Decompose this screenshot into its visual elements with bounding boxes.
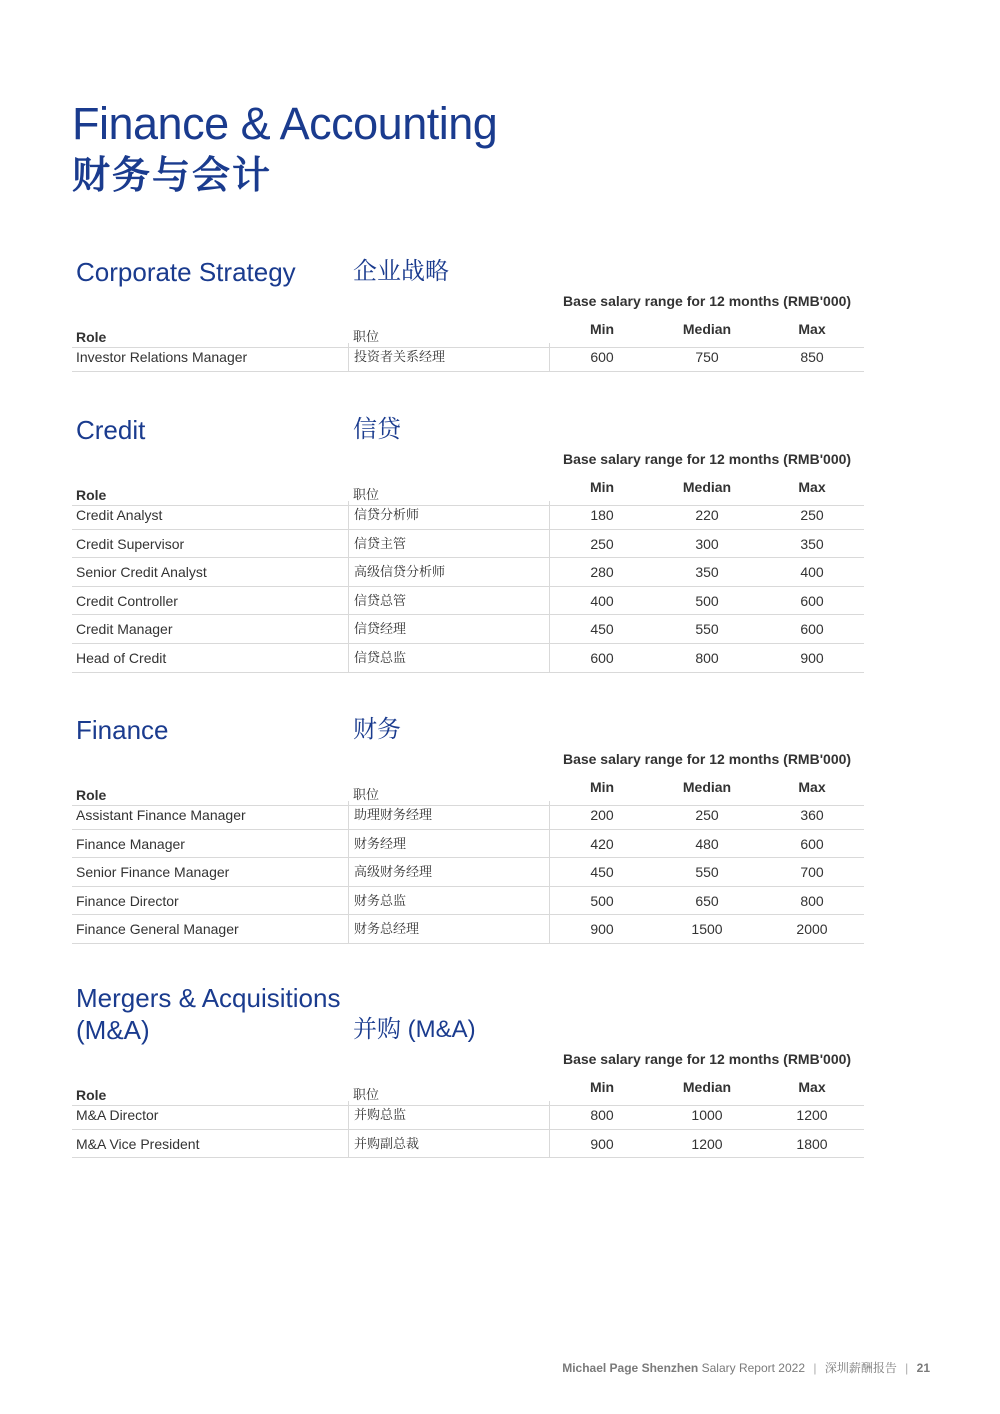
min-cell: 900	[590, 1135, 614, 1152]
min-cell: 400	[590, 592, 614, 609]
position-cell: 财务经理	[348, 830, 550, 858]
position-cell: 财务总监	[348, 887, 550, 915]
page-title-cn: 财务与会计	[72, 155, 273, 197]
median-cell: 300	[695, 535, 719, 552]
median-cell: 480	[695, 835, 719, 852]
max-cell: 360	[800, 807, 824, 823]
median-cell: 550	[695, 864, 719, 881]
median-cell: 1000	[691, 1107, 723, 1123]
role-cell: Credit Controller	[76, 592, 178, 609]
salary-range-header: Base salary range for 12 months (RMB'000)	[562, 293, 852, 309]
table-row	[72, 858, 864, 887]
position-header: 职位	[353, 487, 380, 502]
median-cell: 500	[695, 592, 719, 609]
table-row	[72, 1101, 864, 1130]
section-title-cn: 企业战略	[353, 258, 449, 285]
position-cell: 信贷经理	[348, 615, 550, 643]
max-header: Max	[798, 479, 826, 495]
max-header: Max	[798, 779, 826, 795]
section-title-line2: (M&A)	[76, 1015, 150, 1045]
min-header: Min	[589, 779, 615, 795]
position-cell: 助理财务经理	[348, 801, 550, 829]
position-cell: 投资者关系经理	[348, 343, 550, 371]
table-row	[72, 530, 864, 559]
max-cell: 400	[800, 564, 824, 581]
min-cell: 450	[590, 864, 614, 881]
min-cell: 800	[590, 1107, 614, 1123]
section-title-cn: 信贷	[353, 416, 401, 443]
max-cell: 250	[800, 507, 824, 523]
max-cell: 600	[800, 621, 824, 638]
section-title: Credit	[76, 415, 146, 445]
page-footer	[562, 1359, 930, 1376]
max-cell: 1800	[796, 1135, 828, 1152]
section-mergers-acquisitions	[72, 982, 864, 1160]
footer-report-title-cn: 深圳薪酬报告	[824, 1361, 897, 1375]
table-row	[72, 501, 864, 530]
min-cell: 280	[590, 564, 614, 581]
min-cell: 600	[590, 349, 614, 365]
median-cell: 220	[695, 507, 719, 523]
min-cell: 200	[590, 807, 614, 823]
median-cell: 650	[695, 892, 719, 909]
role-cell: Investor Relations Manager	[76, 349, 248, 365]
min-cell: 900	[590, 921, 614, 938]
position-cell: 信贷分析师	[348, 501, 550, 529]
section-title: Finance	[76, 715, 169, 745]
median-header: Median	[682, 479, 732, 495]
position-cell: 信贷总管	[348, 587, 550, 615]
section-finance	[72, 714, 864, 946]
section-credit	[72, 414, 864, 674]
position-cell: 高级财务经理	[348, 858, 550, 886]
table-row	[72, 558, 864, 587]
min-cell: 500	[590, 892, 614, 909]
max-cell: 1200	[796, 1107, 828, 1123]
position-header: 职位	[353, 329, 380, 344]
footer-separator: |	[905, 1361, 909, 1375]
position-cell: 财务总经理	[348, 915, 550, 943]
position-header: 职位	[353, 787, 380, 802]
role-header: Role	[76, 787, 107, 803]
max-cell: 600	[800, 592, 824, 609]
footer-brand: Michael Page Shenzhen	[562, 1361, 699, 1375]
section-title-cn: 财务	[353, 716, 401, 743]
median-cell: 1200	[691, 1135, 723, 1152]
role-cell: Credit Manager	[76, 621, 173, 638]
min-cell: 420	[590, 835, 614, 852]
role-header: Role	[76, 329, 107, 345]
median-cell: 250	[695, 807, 719, 823]
max-header: Max	[798, 321, 826, 337]
min-header: Min	[589, 479, 615, 495]
page-title: Finance & Accounting	[72, 98, 498, 149]
position-cell: 信贷主管	[348, 530, 550, 558]
table-row	[72, 1130, 864, 1159]
section-title: Mergers & Acquisitions	[76, 983, 341, 1013]
role-cell: M&A Director	[76, 1107, 159, 1123]
table-row	[72, 644, 864, 673]
section-title: Corporate Strategy	[76, 257, 296, 287]
section-title-cn: 并购 (M&A)	[353, 1016, 476, 1043]
section-corporate-strategy	[72, 256, 864, 372]
median-cell: 800	[695, 650, 719, 666]
min-header: Min	[589, 321, 615, 337]
role-cell: Head of Credit	[76, 650, 167, 666]
median-cell: 550	[695, 621, 719, 638]
max-cell: 900	[800, 650, 824, 666]
role-cell: Finance Director	[76, 892, 179, 909]
role-cell: Finance General Manager	[76, 921, 239, 938]
median-cell: 750	[695, 349, 719, 365]
role-cell: Senior Credit Analyst	[76, 564, 207, 581]
min-header: Min	[589, 1079, 615, 1095]
position-cell: 信贷总监	[348, 644, 550, 672]
position-cell: 并购总监	[348, 1101, 550, 1129]
position-cell: 并购副总裁	[348, 1130, 550, 1158]
max-cell: 700	[800, 864, 824, 881]
table-row	[72, 915, 864, 944]
max-cell: 600	[800, 835, 824, 852]
min-cell: 180	[590, 507, 614, 523]
table-row	[72, 615, 864, 644]
role-header: Role	[76, 487, 107, 503]
salary-range-header: Base salary range for 12 months (RMB'000)	[562, 451, 852, 467]
role-cell: Credit Supervisor	[76, 535, 185, 552]
median-header: Median	[682, 779, 732, 795]
max-cell: 800	[800, 892, 824, 909]
position-header: 职位	[353, 1087, 380, 1102]
median-header: Median	[682, 321, 732, 337]
median-header: Median	[682, 1079, 732, 1095]
footer-report-title: Salary Report 2022	[701, 1361, 805, 1375]
max-cell: 2000	[796, 921, 828, 938]
salary-range-header: Base salary range for 12 months (RMB'000)	[562, 751, 852, 767]
role-cell: Senior Finance Manager	[76, 864, 230, 881]
salary-range-header: Base salary range for 12 months (RMB'000)	[562, 1051, 852, 1067]
role-cell: M&A Vice President	[76, 1135, 200, 1152]
max-cell: 850	[800, 349, 824, 365]
role-cell: Finance Manager	[76, 835, 185, 852]
median-cell: 350	[695, 564, 719, 581]
table-row	[72, 887, 864, 916]
min-cell: 250	[590, 535, 614, 552]
role-cell: Credit Analyst	[76, 507, 163, 523]
max-header: Max	[798, 1079, 826, 1095]
table-row	[72, 343, 864, 372]
table-row	[72, 801, 864, 830]
median-cell: 1500	[691, 921, 723, 938]
role-header: Role	[76, 1087, 107, 1103]
role-cell: Assistant Finance Manager	[76, 807, 246, 823]
table-row	[72, 830, 864, 859]
footer-separator: |	[813, 1361, 817, 1375]
min-cell: 600	[590, 650, 614, 666]
min-cell: 450	[590, 621, 614, 638]
max-cell: 350	[800, 535, 824, 552]
table-row	[72, 587, 864, 616]
position-cell: 高级信贷分析师	[348, 558, 550, 586]
page-number: 21	[916, 1361, 930, 1375]
